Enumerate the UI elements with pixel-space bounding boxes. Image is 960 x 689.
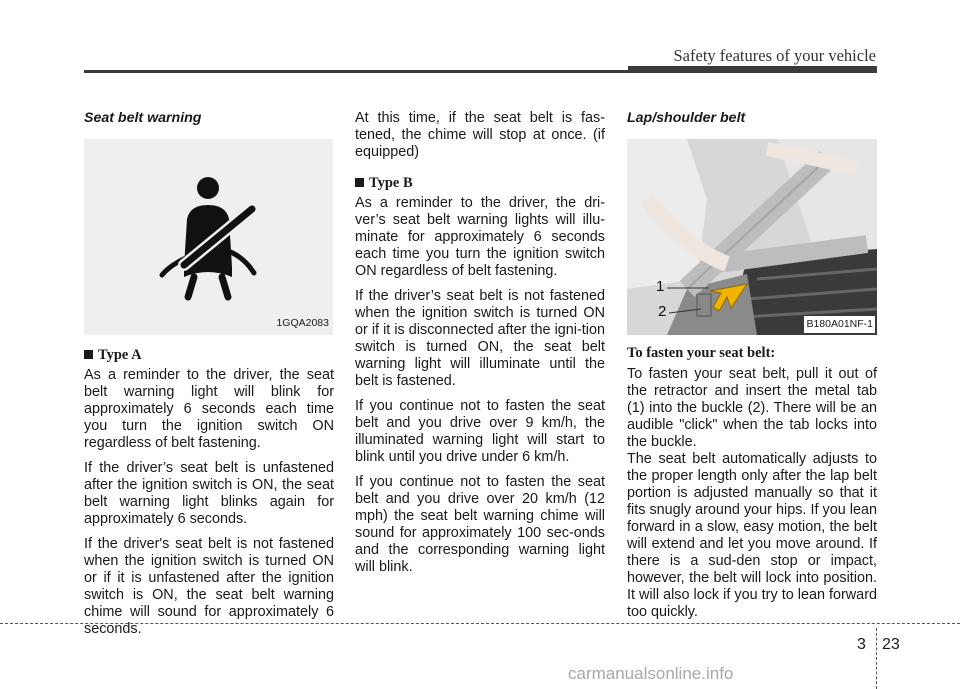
paragraph: To fasten your seat belt, pull it out of the retractor and insert the metal tab (1) into the buckle (2). There will be an audible "click" when the tab locks into the buckle. <box>627 366 877 450</box>
type-b-label <box>355 175 605 192</box>
paragraph: As a reminder to the driver, the seat belt warning light will blink for approximately 6 seconds each time you turn the ignition switch ON regardless of belt fastening. <box>84 367 334 451</box>
figure-code: 1GQA2083 <box>276 317 329 329</box>
paragraph: At this time, if the seat belt is fas-tened, the chime will stop at once. (if equipped) <box>355 110 605 160</box>
seat-belt-warning-heading: Seat belt warning <box>84 110 202 126</box>
watermark: carmanualsonline.info <box>568 664 734 683</box>
section-number: 3 <box>857 636 866 653</box>
footer-divider <box>876 628 877 689</box>
figure-code: B180A01NF-1 <box>804 316 875 333</box>
paragraph: If the driver’s seat belt is not fastened when the ignition switch is turned ON or if it is disconnected after the igni-tion switch is turned ON, the seat belt warning light will illuminate until the belt is fastened. <box>355 288 605 389</box>
header-rule-accent <box>628 66 877 72</box>
paragraph: As a reminder to the driver, the dri-ver’s seat belt warning lights will illu-minate for approximately 6 seconds each time you turn the ignition switch ON regardless of belt fastening. <box>355 195 605 279</box>
middle-column <box>355 110 605 584</box>
page-number: 23 <box>882 636 900 653</box>
right-column <box>627 110 877 621</box>
lap-shoulder-belt-heading: Lap/shoulder belt <box>627 110 746 126</box>
paragraph: If the driver's seat belt is not fastened when the ignition switch is turned ON or if it is unfastened after the ignition switch is ON, the seat belt warning chime will sound for approximately 6 seconds. <box>84 536 334 637</box>
fasten-seat-belt-subheading: To fasten your seat belt: <box>627 345 776 361</box>
paragraph: If the driver’s seat belt is unfastened after the ignition switch is ON, the seat belt warning light blinks again for approximately 6 seconds. <box>84 460 334 527</box>
left-column <box>84 110 334 646</box>
callout-1: 1 <box>656 278 665 295</box>
seat-belt-photo <box>627 139 877 335</box>
seat-belt-warning-icon <box>84 139 333 335</box>
footer-rule <box>0 623 960 624</box>
type-b-text: Type B <box>369 175 413 191</box>
paragraph: The seat belt automatically adjusts to the proper length only after the lap belt portion is adjusted manually so that it fits snugly around your hips. If you lean forward in a slow, easy motion, the belt will extend and let you move around. If there is a sud-den stop or impact, however, the belt will lock into position. It will also lock if you try to lean forward too quickly. <box>627 451 877 620</box>
square-bullet-icon <box>84 350 93 359</box>
paragraph: If you continue not to fasten the seat belt and you drive over 20 km/h (12 mph) the seat belt warning chime will sound for approximately 100 sec-onds and the corresponding warning light will blink. <box>355 474 605 575</box>
callout-2: 2 <box>658 303 667 320</box>
type-a-text: Type A <box>98 347 142 363</box>
seat-belt-warning-figure <box>84 139 333 335</box>
square-bullet-icon <box>355 178 364 187</box>
paragraph: If you continue not to fasten the seat belt and you drive over 9 km/h, the illuminated warning light will start to blink until you drive under 6 km/h. <box>355 398 605 465</box>
type-a-label <box>84 347 334 364</box>
section-title: Safety features of your vehicle <box>673 46 876 65</box>
